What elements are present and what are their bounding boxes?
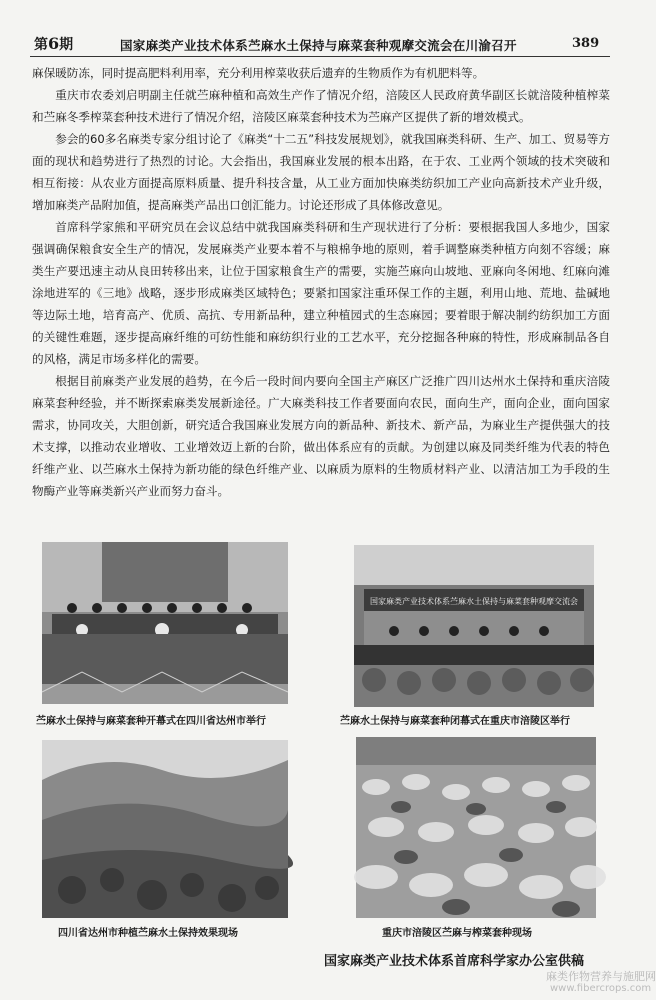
banner-text: 国家麻类产业技术体系苎麻水土保持与麻菜套种观摩交流会 bbox=[370, 597, 578, 606]
page-header bbox=[0, 0, 640, 58]
watermark-url: www.fibercrops.com bbox=[550, 983, 652, 994]
paragraph: 首席科学家熊和平研究员在会议总结中就我国麻类科研和生产现状进行了分析：要根据我国人多地少，国家强调确保粮食安全生产的情况，发展麻类产业要本着不与粮棉争地的原则，着手调整麻类种植方向刻不容缓；麻类生产要迅速主动从良田转移出来，让位于国家粮食生产的需要，实施苎麻向山坡地、亚麻向冬闲地、红麻向滩涂地进军的《三地》战略，逐步形成麻类区域特色；要紧扣国家注重环保工作的主题，利用山地、荒地、盐碱地等边际土地，培育高产、优质、高抗、专用新品种，建立种植园式的生态麻园；要着眼于解决制约纺织加工方面的关键性难题，逐步提高麻纤维的可纺性能和麻纺织行业的工艺水平，充分挖掘各种麻的特性，形成麻制品各自的风格，满足市场多样化的需要。 bbox=[32, 220, 610, 366]
page-number: 389 bbox=[572, 36, 600, 51]
caption-fuling-field: 重庆市涪陵区苎麻与榨菜套种现场 bbox=[382, 928, 532, 939]
caption-opening-ceremony: 苎麻水土保持与麻菜套种开幕式在四川省达州市举行 bbox=[36, 716, 266, 727]
photo-opening-ceremony bbox=[42, 542, 288, 704]
photo-fuling-field-image bbox=[356, 737, 596, 918]
paragraph: 根据目前麻类产业发展的趋势，在今后一段时间内要向全国主产麻区广泛推广四川达州水土保持和重庆涪陵麻菜套种经验，并不断探索麻类发展新途径。广大麻类科技工作者要面向农民，面向生产，面向企业，面向国家需求，协同攻关，大胆创新，研究适合我国麻业发展方向的新品种、新技术、新产品，为麻业生产提供强大的技术支撑，以推动农业增收、工业增效迈上新的台阶，做出体系应有的贡献。为创建以麻及同类纤维为代表的特色纤维产业、以苎麻水土保持为新功能的绿色纤维产业、以麻质为原料的生物质材料产业、以清洁加工为手段的生物酶产业等麻类新兴产业而努力奋斗。 bbox=[32, 374, 610, 498]
photo-closing-ceremony-image bbox=[354, 545, 594, 707]
photo-fuling-field bbox=[356, 737, 596, 918]
paragraph: 麻保暖防冻，同时提高肥料利用率，充分利用榨菜收获后遗弃的生物质作为有机肥料等。 bbox=[32, 66, 485, 80]
watermark-text: 麻类作物营养与施肥网 bbox=[546, 970, 656, 983]
header-rule bbox=[30, 56, 610, 57]
article-body bbox=[32, 62, 610, 502]
caption-dazhou-field: 四川省达州市种植苎麻水土保持效果现场 bbox=[58, 928, 238, 939]
paragraph: 参会的60多名麻类专家分组讨论了《麻类“十二五”科技发展规划》，就我国麻类科研、生产、加工、贸易等方面的现状和趋势进行了热烈的讨论。大会指出，我国麻业发展的根本出路，在于农、工业两个领域的技术突破和相互衔接：从农业方面提高原料质量、提升科技含量，从工业方面加快麻类纺织加工产业向高新技术产业升级，增加麻类产品附加值，提高麻类产品出口创汇能力。讨论还形成了具体修改意见。 bbox=[32, 132, 610, 212]
running-title: 国家麻类产业技术体系苎麻水土保持与麻菜套种观摩交流会在川渝召开 bbox=[120, 38, 517, 53]
photo-opening-ceremony-image bbox=[42, 542, 288, 704]
caption-closing-ceremony: 苎麻水土保持与麻菜套种闭幕式在重庆市涪陵区举行 bbox=[340, 716, 570, 727]
issue-label: 第6期 bbox=[34, 34, 74, 53]
photo-dazhou-field bbox=[42, 740, 288, 918]
photo-dazhou-field-image bbox=[42, 740, 288, 918]
paragraph: 重庆市农委刘启明副主任就苎麻种植和高效生产作了情况介绍，涪陵区人民政府黄华副区长就涪陵种植榨菜和苎麻冬季榨菜套种技术进行了情况介绍，涪陵区麻菜套种技术为苎麻产区提供了新的增效模式。 bbox=[32, 88, 610, 124]
photo-closing-ceremony bbox=[354, 545, 594, 707]
article-credit: 国家麻类产业技术体系首席科学家办公室供稿 bbox=[324, 954, 585, 969]
